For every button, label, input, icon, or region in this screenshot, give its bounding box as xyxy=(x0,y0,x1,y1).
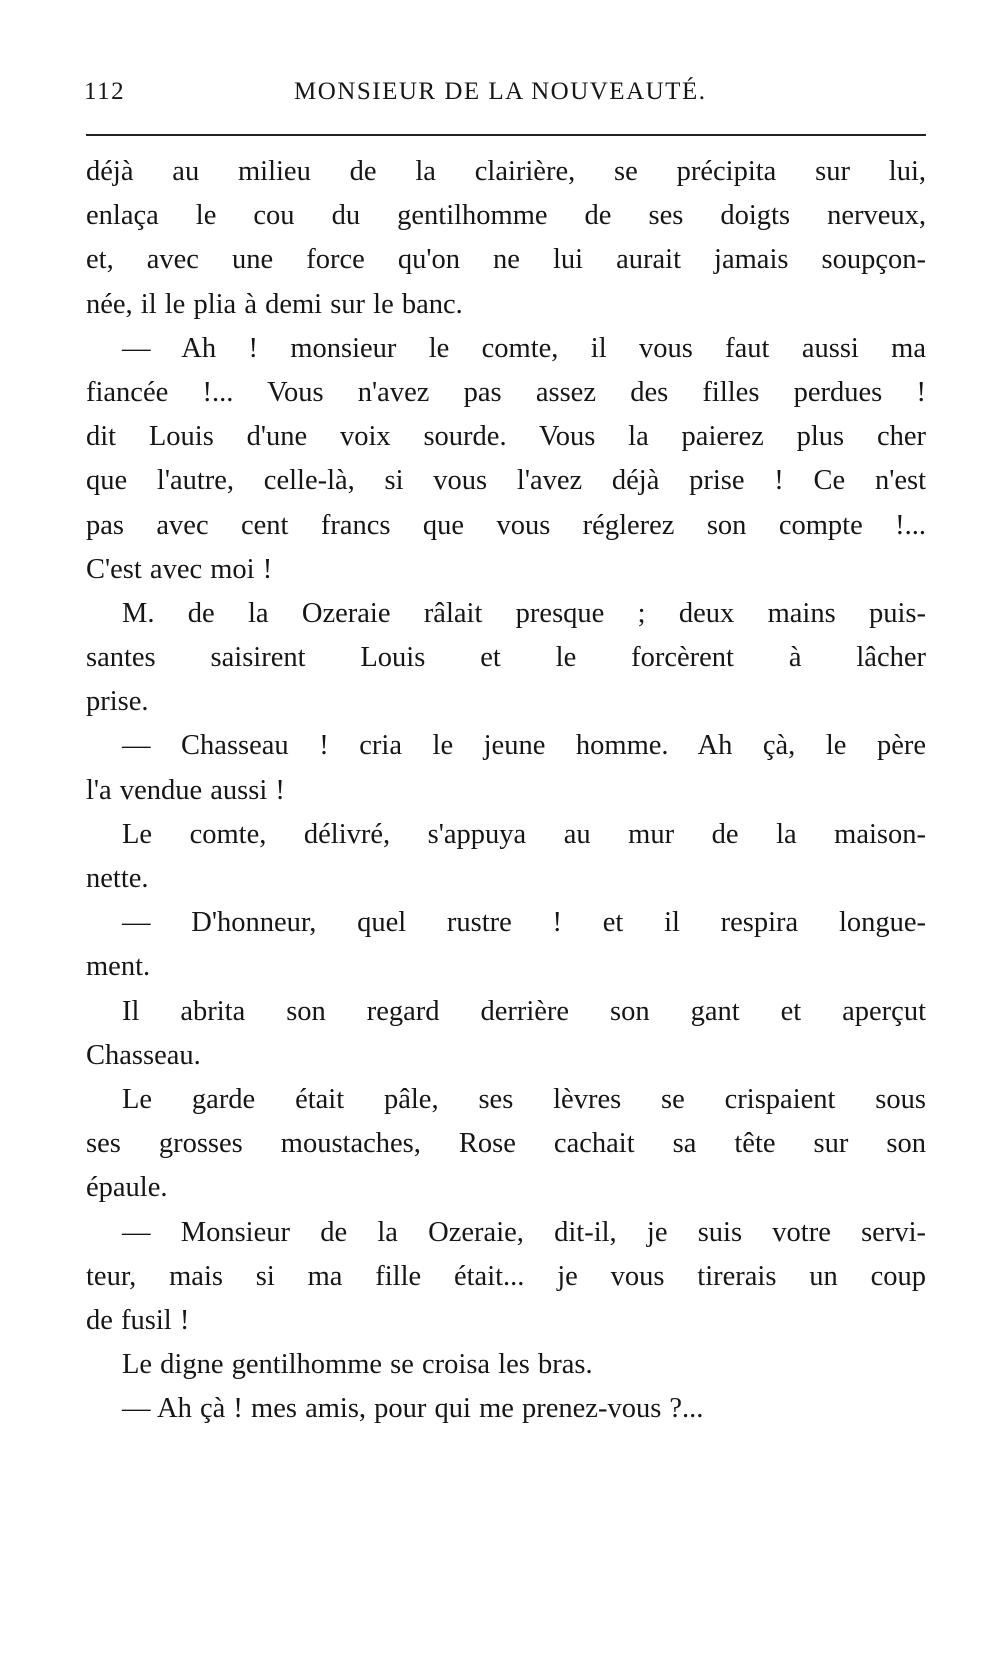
running-head xyxy=(84,78,922,112)
text-line: l'a vendue aussi ! xyxy=(86,774,285,806)
text-line: enlaça le cou du gentilhomme de ses doigts nerveux, xyxy=(86,200,926,232)
text-line: pas avec cent francs que vous réglerez son compte !... xyxy=(86,509,926,541)
text-line: Le comte, délivré, s'appuya au mur de la maison- xyxy=(122,818,926,850)
text-line: — Ah ! monsieur le comte, il vous faut aussi ma xyxy=(122,332,926,364)
header-rule xyxy=(86,134,926,136)
text-line: teur, mais si ma fille était... je vous tirerais un coup xyxy=(86,1260,926,1292)
text-line: déjà au milieu de la clairière, se précipita sur lui, xyxy=(86,156,926,187)
text-line: — Chasseau ! cria le jeune homme. Ah çà, le père xyxy=(122,730,926,762)
text-line: M. de la Ozeraie râlait presque ; deux mains puis- xyxy=(122,597,926,629)
running-title: MONSIEUR DE LA NOUVEAUTÉ. xyxy=(294,78,707,105)
text-line: née, il le plia à demi sur le banc. xyxy=(86,288,463,320)
text-line: Le garde était pâle, ses lèvres se crispaient sous xyxy=(122,1083,926,1115)
text-line: prise. xyxy=(86,686,149,718)
page-number: 112 xyxy=(84,78,126,105)
text-line: — D'honneur, quel rustre ! et il respira longue- xyxy=(122,907,926,939)
text-line: santes saisirent Louis et le forcèrent à lâcher xyxy=(86,642,926,674)
text-line: ment. xyxy=(86,951,151,983)
text-line: ses grosses moustaches, Rose cachait sa tête sur son xyxy=(86,1128,926,1160)
text-line: Le digne gentilhomme se croisa les bras. xyxy=(122,1349,593,1381)
text-line: dit Louis d'une voix sourde. Vous la paierez plus cher xyxy=(86,421,926,453)
text-line: fiancée !... Vous n'avez pas assez des filles perdues ! xyxy=(86,376,926,408)
body-text xyxy=(86,150,926,1431)
text-line: nette. xyxy=(86,863,149,894)
text-line: C'est avec moi ! xyxy=(86,553,273,585)
text-line: Chasseau. xyxy=(86,1039,201,1071)
text-line: Il abrita son regard derrière son gant et aperçut xyxy=(122,995,926,1027)
text-line: de fusil ! xyxy=(86,1304,190,1336)
text-line: épaule. xyxy=(86,1172,168,1204)
text-line: et, avec une force qu'on ne lui aurait jamais soupçon- xyxy=(86,244,926,276)
text-line: — Ah çà ! mes amis, pour qui me prenez-vous ?... xyxy=(122,1393,704,1425)
text-line: que l'autre, celle-là, si vous l'avez déjà prise ! Ce n'est xyxy=(86,465,926,497)
text-line: — Monsieur de la Ozeraie, dit-il, je suis votre servi- xyxy=(122,1216,926,1248)
